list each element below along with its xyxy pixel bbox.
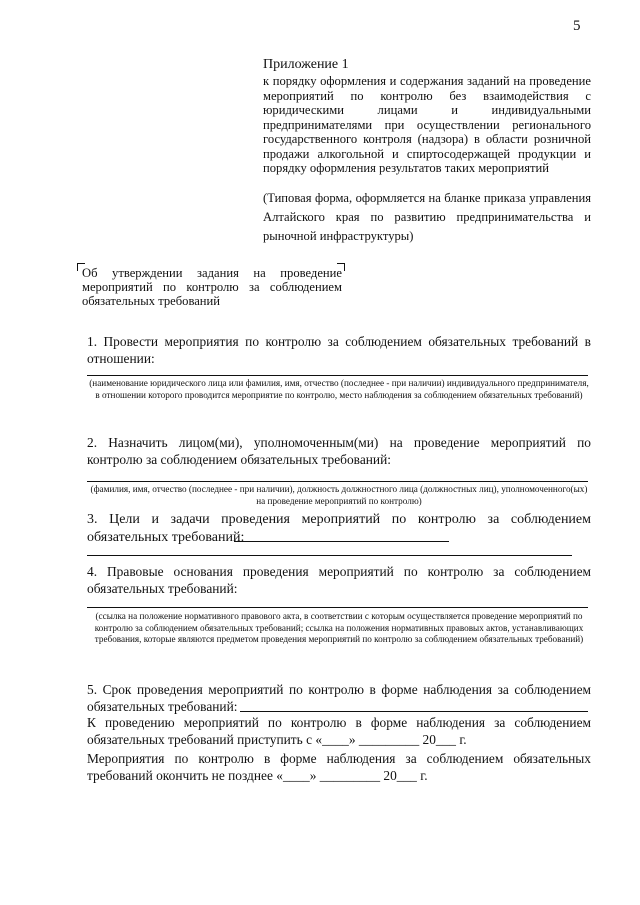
- item-1-text: 1. Провести мероприятия по контролю за соблюдением обязательных требований в отношении:: [87, 334, 591, 366]
- item-1-fill-line: [87, 375, 588, 376]
- item-3-fill-line: [87, 555, 572, 556]
- subject-block: [80, 266, 342, 308]
- item-2-text: 2. Назначить лицом(ми), уполномоченным(ми) на проведение мероприятий по контролю за соблюдением обязательных требований:: [87, 435, 591, 467]
- item-2-fill-line: [87, 481, 588, 482]
- item-5-inline-line: [240, 711, 588, 712]
- appendix-header: [263, 56, 591, 176]
- item-5-start-text: К проведению мероприятий по контролю в форме наблюдения за соблюдением обязательных требований приступить с «____» _________ 20___ г.: [87, 715, 591, 747]
- appendix-text: к порядку оформления и содержания заданий на проведение мероприятий по контролю без взаимодействия с юридическими лицами и индивидуальными предпринимателями при осуществлении регионального государственного контроля (надзора) в области розничной продажи алкогольной и спиртосодержащей продукции и порядку оформления результатов таких мероприятий: [263, 74, 591, 175]
- item-3-text: 3. Цели и задачи проведения мероприятий по контролю за соблюдением обязательных требований:: [87, 512, 591, 545]
- corner-bracket-right: [337, 263, 345, 271]
- item-4-text: 4. Правовые основания проведения мероприятий по контролю за соблюдением обязательных требований:: [87, 564, 591, 596]
- item-5-text: 5. Срок проведения мероприятий по контролю в форме наблюдения за соблюдением обязательных требований:: [87, 682, 591, 714]
- document-subject: Об утверждении задания на проведение мероприятий по контролю за соблюдением обязательных требований: [82, 266, 342, 308]
- typical-form-note: (Типовая форма, оформляется на бланке приказа управления Алтайского края по развитию предпринимательства и рыночной инфраструктуры): [263, 191, 591, 243]
- page-number: 5: [573, 18, 581, 34]
- item-4-note: (ссылка на положение нормативного правового акта, в соответствии с которым осуществляется проведение мероприятий по контролю за соблюдением обязательных требований; ссылка на положения нормативных правовых актов, устанавливающих требования, которые являются предметом проведения мероприятий по контролю за соблюдением обязательных требований): [94, 611, 584, 644]
- item-2-note: (фамилия, имя, отчество (последнее - при наличии), должность должностного лица (должностных лиц), уполномоченного(ых) на проведение мероприятий по контролю): [90, 484, 588, 506]
- corner-bracket-left: [77, 263, 85, 271]
- item-5-end-text: Мероприятия по контролю в форме наблюдения за соблюдением обязательных требований окончить не позднее «____» _________ 20___ г.: [87, 751, 591, 783]
- item-1-note: (наименование юридического лица или фамилия, имя, отчество (последнее - при наличии) индивидуального предпринимателя, в отношении которого проводится мероприятие по контролю, место наблюдения за соблюдением обязательных требований): [89, 378, 589, 400]
- item-4-fill-line: [87, 607, 588, 608]
- item-3-inline-line: [234, 541, 449, 542]
- appendix-title: Приложение 1: [263, 57, 349, 72]
